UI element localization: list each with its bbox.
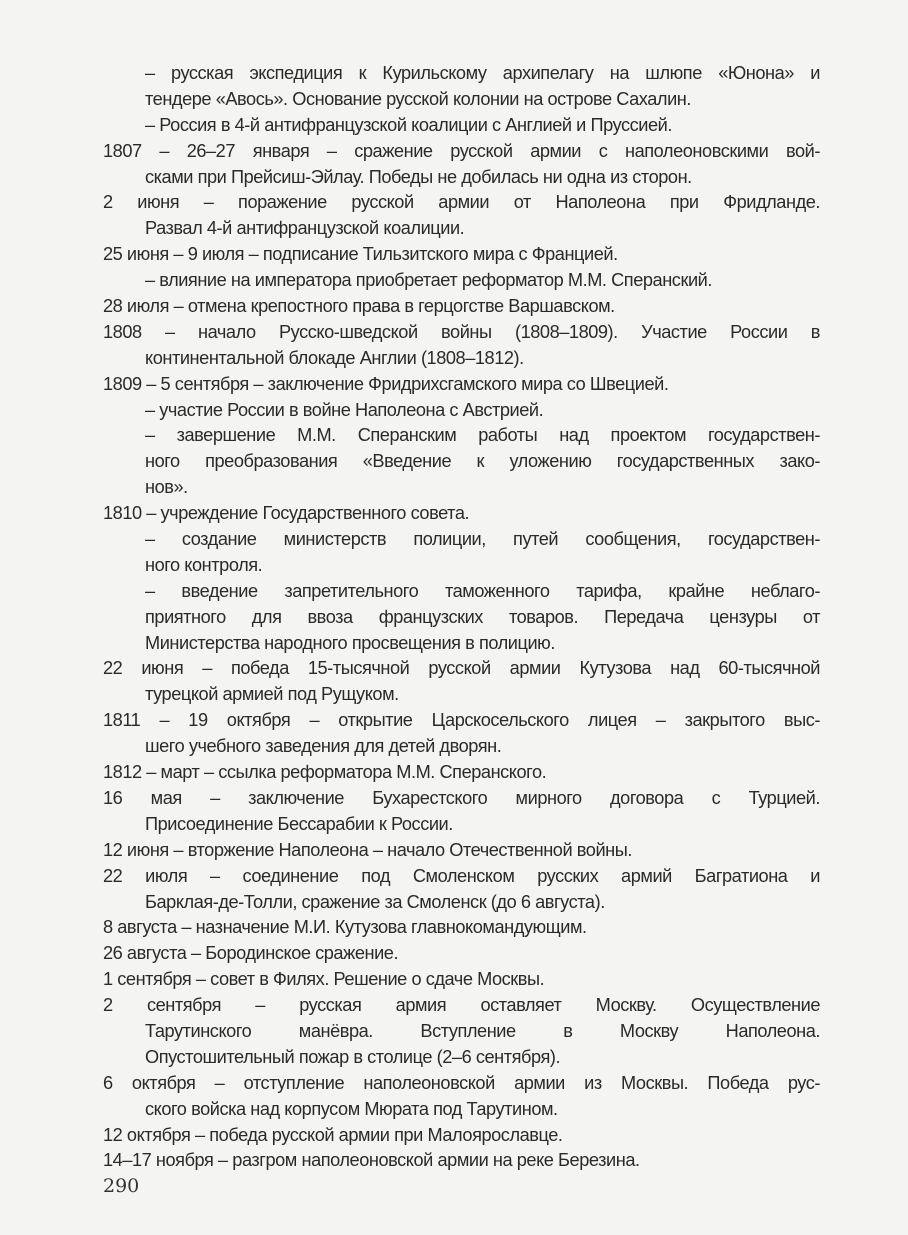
chronology-entry [103, 838, 820, 864]
text-line: 16 мая – заключение Бухарестского мирного договора с Турцией. [103, 787, 820, 808]
chronology-entry [103, 320, 820, 372]
chronology-entry [103, 372, 820, 398]
chronology-entry [103, 864, 820, 916]
text-line: 12 июня – вторжение Наполеона – начало Отечественной войны. [103, 839, 632, 860]
text-line: 1809 – 5 сентября – заключение Фридрихсгамского мира со Швецией. [103, 373, 669, 394]
text-line: шего учебного заведения для детей дворян. [145, 736, 502, 757]
text-line: 1807 – 26–27 января – сражение русской армии с наполеоновскими вой- [103, 140, 820, 161]
text-line: ского войска над корпусом Мюрата под Тарутином. [145, 1098, 558, 1119]
chronology-sub-entry [103, 61, 820, 113]
text-line: 1812 – март – ссылка реформатора М.М. Сперанского. [103, 762, 547, 783]
text-line: 22 июня – победа 15-тысячной русской армии Кутузова над 60-тысячной [103, 658, 820, 679]
text-line: 28 июля – отмена крепостного права в герцогстве Варшавском. [103, 296, 615, 317]
text-line: 14–17 ноября – разгром наполеоновской армии на реке Березина. [103, 1150, 640, 1171]
chronology-sub-entry [103, 527, 820, 579]
chronology-sub-entry [103, 398, 820, 424]
text-line: турецкой армией под Рущуком. [145, 684, 399, 705]
text-line: – участие России в войне Наполеона с Австрией. [145, 399, 544, 420]
text-line: – русская экспедиция к Курильскому архипелагу на шлюпе «Юнона» и [145, 63, 820, 83]
chronology-entry [103, 967, 820, 993]
text-line: ного преобразования «Введение к уложению государственных зако- [145, 451, 820, 472]
text-line: континентальной блокаде Англии (1808–1812). [145, 347, 524, 368]
chronology-entry [103, 915, 820, 941]
text-line: 6 октября – отступление наполеоновской армии из Москвы. Победа рус- [103, 1072, 820, 1093]
text-line: – создание министерств полиции, путей сообщения, государствен- [145, 529, 820, 550]
text-line: ного контроля. [145, 554, 263, 575]
chronology-entry [103, 294, 820, 320]
chronology-entry [103, 760, 820, 786]
chronology-sub-entry [103, 579, 820, 657]
chronology-entry [103, 501, 820, 527]
text-line: 8 августа – назначение М.И. Кутузова главнокомандующим. [103, 917, 587, 938]
text-line: Развал 4-й антифранцузской коалиции. [145, 218, 465, 239]
chronology-sub-entry [103, 268, 820, 294]
chronology-sub-entry [103, 423, 820, 501]
text-line: 1811 – 19 октября – открытие Царскосельского лицея – закрытого выс- [103, 710, 820, 731]
text-line: 12 октября – победа русской армии при Малоярославце. [103, 1124, 563, 1145]
text-line: 22 июля – соединение под Смоленском русских армий Багратиона и [103, 865, 820, 886]
text-line: 1808 – начало Русско-шведской войны (1808–1809). Участие России в [103, 321, 820, 342]
chronology-entry [103, 242, 820, 268]
chronology-entry [103, 1071, 820, 1123]
chronology-entry [103, 1123, 820, 1149]
chronology-entry [103, 708, 820, 760]
text-line: – введение запретительного таможенного тарифа, крайне неблаго- [145, 580, 820, 601]
chronology-text [103, 61, 820, 1174]
text-line: Тарутинского манёвра. Вступление в Москву Наполеона. [145, 1020, 820, 1041]
chronology-entry [103, 941, 820, 967]
text-line: – влияние на императора приобретает реформатор М.М. Сперанский. [145, 270, 712, 291]
text-line: Барклая-де-Толли, сражение за Смоленск (до 6 августа). [145, 891, 605, 912]
text-line: тендере «Авось». Основание русской колонии на острове Сахалин. [145, 88, 691, 109]
text-line: приятного для ввоза французских товаров. Передача цензуры от [145, 606, 820, 627]
text-line: нов». [145, 477, 188, 498]
text-line: 1 сентября – совет в Филях. Решение о сдаче Москвы. [103, 969, 545, 990]
chronology-entry [103, 190, 820, 242]
text-line: Опустошительный пожар в столице (2–6 сентября). [145, 1046, 561, 1067]
text-line: сками при Прейсиш-Эйлау. Победы не добилась ни одна из сторон. [145, 166, 692, 187]
text-line: 2 сентября – русская армия оставляет Москву. Осуществление [103, 995, 820, 1016]
text-line: – завершение М.М. Сперанским работы над проектом государствен- [145, 425, 820, 446]
text-line: 25 июня – 9 июля – подписание Тильзитского мира с Францией. [103, 244, 618, 265]
chronology-entry [103, 1148, 820, 1174]
chronology-entry [103, 786, 820, 838]
chronology-sub-entry [103, 113, 820, 139]
chronology-entry [103, 993, 820, 1071]
text-line: Присоединение Бессарабии к России. [145, 813, 453, 834]
text-line: 1810 – учреждение Государственного совета. [103, 503, 470, 524]
text-line: 26 августа – Бородинское сражение. [103, 943, 399, 964]
chronology-entry [103, 139, 820, 191]
chronology-entry [103, 656, 820, 708]
text-line: 2 июня – поражение русской армии от Наполеона при Фридланде. [103, 192, 820, 213]
page-number: 290 [103, 1175, 140, 1197]
text-line: – Россия в 4-й антифранцузской коалиции с Англией и Пруссией. [145, 114, 672, 135]
text-line: Министерства народного просвещения в полицию. [145, 632, 555, 653]
